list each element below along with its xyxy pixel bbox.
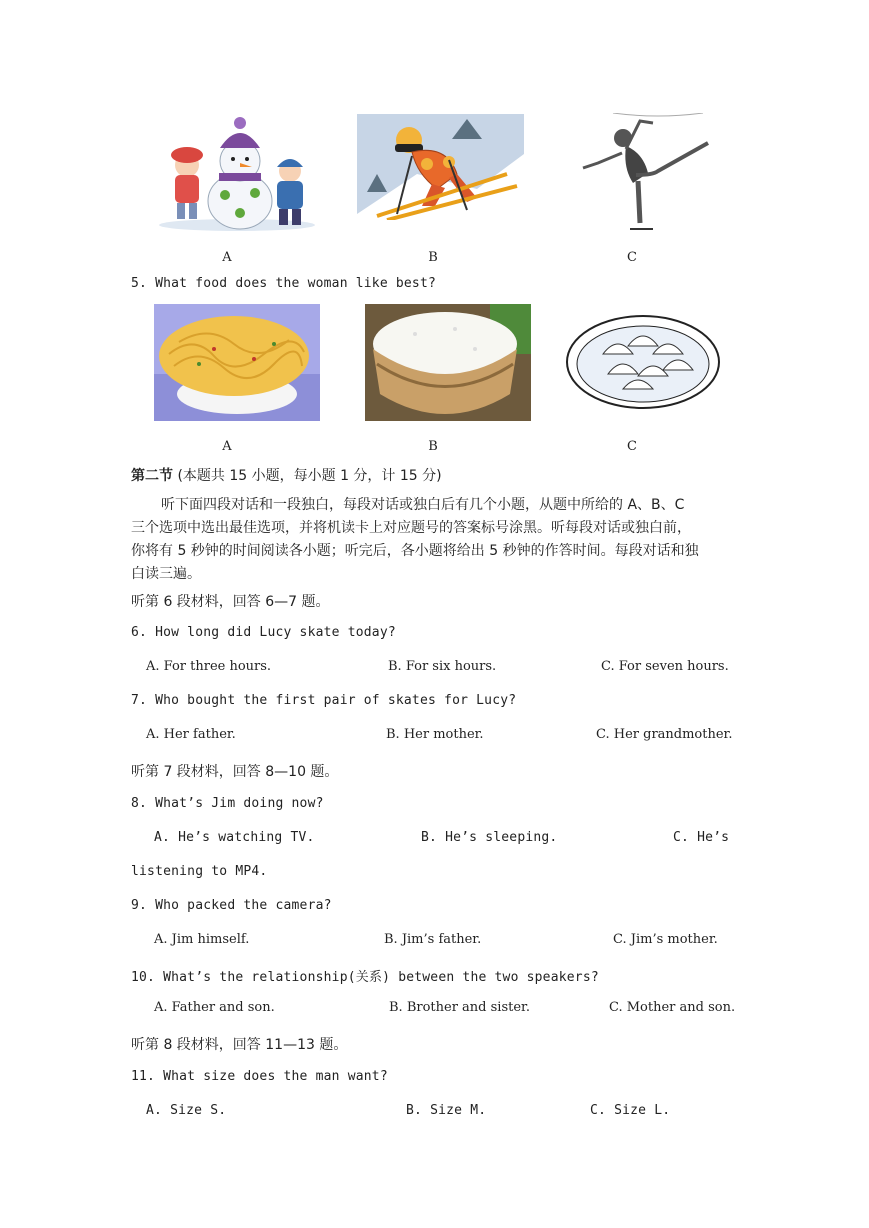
option-label: C: [627, 250, 637, 265]
option-c: C. He’s: [673, 830, 730, 845]
snowman-kids-icon: [155, 113, 320, 233]
instructions-line: 听下面四段对话和一段独白，每段对话或独白后有几个小题，从题中所给的 A、B、C: [161, 497, 685, 513]
option-label: A: [222, 250, 232, 265]
section-heading: [131, 465, 442, 485]
option-b: B. Jim’s father.: [384, 932, 482, 947]
option-label: A: [222, 439, 232, 454]
question-9: 9. Who packed the camera?: [131, 898, 332, 913]
question-11: 11. What size does the man want?: [131, 1069, 388, 1084]
instructions-line: 三个选项中选出最佳选项，并将机读卡上对应题号的答案标号涂黑。听每段对话或独白前，: [131, 520, 691, 536]
option-a: A. Size S.: [146, 1103, 227, 1118]
option-b: B. Brother and sister.: [389, 1000, 530, 1015]
question-8: 8. What’s Jim doing now?: [131, 796, 324, 811]
question-7: 7. Who bought the first pair of skates for Lucy?: [131, 693, 517, 708]
option-c-continuation: listening to MP4.: [131, 864, 268, 879]
option-c: C. Jim’s mother.: [613, 932, 718, 947]
option-label: B: [428, 439, 438, 454]
option-a: A. Her father.: [146, 727, 236, 742]
rice-bowl-icon: [365, 304, 531, 421]
figure-skater-icon: [578, 113, 715, 233]
noodles-bowl-icon: [154, 304, 320, 421]
option-b: B. Her mother.: [386, 727, 484, 742]
material-heading: 听第 7 段材料，回答 8—10 题。: [131, 764, 339, 780]
section-note: (本题共 15 小题，每小题 1 分，计 15 分): [177, 468, 442, 484]
question-6: 6. How long did Lucy skate today?: [131, 625, 396, 640]
question-10: 10. What’s the relationship(关系) between the two speakers?: [131, 970, 599, 985]
option-a: A. Father and son.: [154, 1000, 275, 1015]
instructions-line: 白读三遍。: [131, 566, 201, 582]
dumplings-plate-icon: [563, 304, 723, 421]
option-c: C. For seven hours.: [601, 659, 729, 674]
option-c: C. Mother and son.: [609, 1000, 736, 1015]
section-title: 第二节: [131, 468, 173, 484]
instructions-line: 你将有 5 秒钟的时间阅读各小题；听完后，各小题将给出 5 秒钟的作答时间。每段对话和独: [131, 543, 699, 559]
material-heading: 听第 6 段材料，回答 6—7 题。: [131, 594, 330, 610]
material-heading: 听第 8 段材料，回答 11—13 题。: [131, 1037, 348, 1053]
option-c: C. Her grandmother.: [596, 727, 733, 742]
option-a: A. He’s watching TV.: [154, 830, 315, 845]
question-5: 5. What food does the woman like best?: [131, 276, 437, 291]
option-b: B. Size M.: [406, 1103, 487, 1118]
option-b: B. He’s sleeping.: [421, 830, 558, 845]
option-label: C: [627, 439, 637, 454]
skier-icon: [357, 114, 524, 220]
option-a: A. For three hours.: [146, 659, 272, 674]
option-a: A. Jim himself.: [154, 932, 250, 947]
option-b: B. For six hours.: [388, 659, 497, 674]
option-c: C. Size L.: [590, 1103, 671, 1118]
option-label: B: [428, 250, 438, 265]
